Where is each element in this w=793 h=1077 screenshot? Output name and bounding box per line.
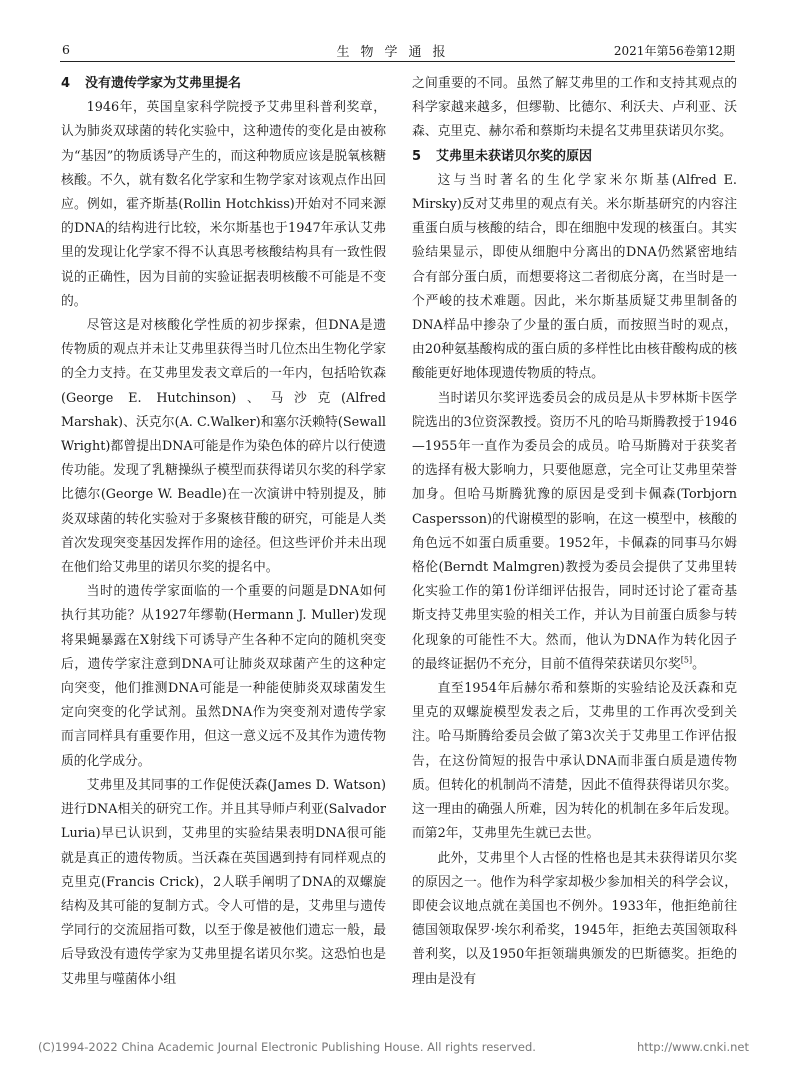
section-4-title: 没有遗传学家为艾弗里提名: [85, 76, 242, 91]
left-column: [61, 72, 386, 992]
section-5-title: 艾弗里未获诺贝尔奖的原因: [436, 148, 593, 164]
paragraph: 尽管这是对核酸化学性质的初步探索，但DNA是遗传物质的观点并未让艾弗里获得当时几位杰出生物化学家的全力支持。在艾弗里发表文章后的一年内，包括哈钦森(George E. Hutchinson)、马沙克(Alfred Marshak)、沃克尔(A. C.Walker)和塞尔沃赖特(Sewall Wright)都曾提出DNA可能是作为染色体的碎片以行使遗传功能。发现了乳糖操纵子模型而获得诺贝尔奖的科学家比德尔(George W. Beadle)在一次演讲中特别提及，肺炎双球菌的转化实验对于多聚核苷酸的研究，可能是人类首次发现突变基因发挥作用的途径。但这些评价并未出现在他们给艾弗里的诺贝尔奖的提名中。: [61, 318, 386, 576]
citation-ref[interactable]: [5]: [680, 655, 693, 665]
header-rule: [60, 61, 735, 62]
section-5-number: 5: [412, 148, 422, 164]
paragraph: 当时诺贝尔奖评选委员会的成员是从卡罗林斯卡医学院选出的3位资深教授。资历不凡的哈马斯腾教授于1946—1955年一直作为委员会的成员。哈马斯腾对于获奖者的选择有极大影响力，只要他愿意，完全可让艾弗里荣誉加身。但哈马斯腾犹豫的原因是受到卡佩森(Torbjorn Caspersson)的代谢模型的影响，在这一模型中，核酸的角色远不如蛋白质重要。1952年，卡佩森的同事马尔姆格伦(Berndt Malmgren)教授为委员会提供了艾弗里转化实验工作的第1份详细评估报告，同时还讨论了霍奇基斯支持艾弗里实验的相关工作，并认为目前蛋白质参与转化现象的可能性不大。然而，他认为DNA作为转化因子的最终证据仍不充分，目前不值得荣获诺贝尔奖[5]。: [412, 390, 737, 672]
footer-url[interactable]: http://www.cnki.net: [636, 1040, 749, 1054]
paragraph: 1946年，英国皇家科学院授予艾弗里科普利奖章，认为肺炎双球菌的转化实验中，这种遗传的变化是由被称为“基因”的物质诱导产生的，而这种物质应该是脱氧核糖核酸。不久，就有数名化学家和生物学家对该观点作出回应。例如，霍齐斯基(Rollin Hotchkiss)开始对不同来源的DNA的结构进行比较，米尔斯基也于1947年承认艾弗里的发现让化学家不得不认真思考核酸结构具有一致性假说的正确性，因为目前的实验证据表明核酸不可能是不变的。: [61, 100, 386, 309]
page-header: [0, 0, 793, 70]
page-number: 6: [62, 42, 70, 57]
paragraph: 直至1954年后赫尔希和蔡斯的实验结论及沃森和克里克的双螺旋模型发表之后，艾弗里的工作再次受到关注。哈马斯腾给委员会做了第3次关于艾弗里工作评估报告，在这份简短的报告中承认DNA而非蛋白质是遗传物质。但转化的机制尚不清楚，因此不值得获得诺贝尔奖。这一理由的确强人所难，因为转化的机制在多年后发现。而第2年，艾弗里先生就已去世。: [412, 681, 737, 842]
copyright-notice: (C)1994-2022 China Academic Journal Electronic Publishing House. All rights reserved.: [38, 1040, 536, 1054]
paragraph: 这与当时著名的生化学家米尔斯基(Alfred E. Mirsky)反对艾弗里的观点有关。米尔斯基研究的内容注重蛋白质与核酸的结合，即在细胞中发现的核蛋白。其实验结果显示，即使从细胞中分离出的DNA仍然紧密地结合有部分蛋白质，而想要将这二者彻底分离，在当时是一个严峻的技术难题。因此，米尔斯基质疑艾弗里制备的DNA样品中掺杂了少量的蛋白质，而按照当时的观点，由20种氨基酸构成的蛋白质的多样性比由核苷酸构成的核酸能更好地体现遗传物质的特点。: [412, 172, 737, 382]
section-4-heading: [61, 72, 386, 96]
issue-info: 2021年第56卷第12期: [613, 44, 735, 58]
section-5-heading: [412, 145, 737, 169]
right-column: [412, 72, 737, 992]
journal-title: 生物学通报: [336, 45, 457, 60]
paragraph: 此外，艾弗里个人古怪的性格也是其未获得诺贝尔奖的原因之一。他作为科学家却极少参加相关的科学会议，即使会议地点就在美国也不例外。1933年，他拒绝前往德国领取保罗·埃尔利希奖，1945年，拒绝去英国领取科普利奖，以及1950年拒领瑞典颁发的巴斯德奖。拒绝的理由是没有: [412, 850, 737, 987]
paragraph-text: 当时诺贝尔奖评选委员会的成员是从卡罗林斯卡医学院选出的3位资深教授。资历不凡的哈马斯腾教授于1946—1955年一直作为委员会的成员。哈马斯腾对于获奖者的选择有极大影响力，只要他愿意，完全可让艾弗里荣誉加身。但哈马斯腾犹豫的原因是受到卡佩森(Torbjorn Caspersson)的代谢模型的影响，在这一模型中，核酸的角色远不如蛋白质重要。1952年，卡佩森的同事马尔姆格伦(Berndt Malmgren)教授为委员会提供了艾弗里转化实验工作的第1份详细评估报告，同时还讨论了霍奇基斯支持艾弗里实验的相关工作，并认为目前蛋白质参与转化现象的可能性不大。然而，他认为DNA作为转化因子的最终证据仍不充分，目前不值得荣获诺贝尔奖: [412, 390, 737, 672]
paragraph: 艾弗里及其同事的工作促使沃森(James D. Watson)进行DNA相关的研究工作。并且其导师卢利亚(Salvador Luria)早已认识到，艾弗里的实验结果表明DNA很可能就是真正的遗传物质。当沃森在英国遇到持有同样观点的克里克(Francis Crick)，2人联手阐明了DNA的双螺旋结构及其可能的复制方式。令人可惜的是，艾弗里与遗传学同行的交流屈指可数，以至于像是被他们遗忘一般，最后导致没有遗传学家为艾弗里提名诺贝尔奖。这恐怕也是艾弗里与噬菌体小组: [61, 777, 386, 987]
paragraph: 当时的遗传学家面临的一个重要的问题是DNA如何执行其功能？从1927年缪勒(Hermann J. Muller)发现将果蝇暴露在X射线下可诱导产生各种不定向的随机突变后，遗传学家注意到DNA可让肺炎双球菌产生的这种定向突变，他们推测DNA可能是一种能使肺炎双球菌发生定向突变的化学试剂。虽然DNA作为突变剂对遗传学家而言同样具有重要作用，但这一意义远不及其作为遗传物质的化学成分。: [61, 584, 386, 769]
section-4-number: 4: [61, 76, 71, 91]
paragraph-continuation: 之间重要的不同。虽然了解艾弗里的工作和支持其观点的科学家越来越多，但缪勒、比德尔、利沃夫、卢利亚、沃森、克里克、赫尔希和蔡斯均未提名艾弗里获诺贝尔奖。: [412, 76, 737, 140]
